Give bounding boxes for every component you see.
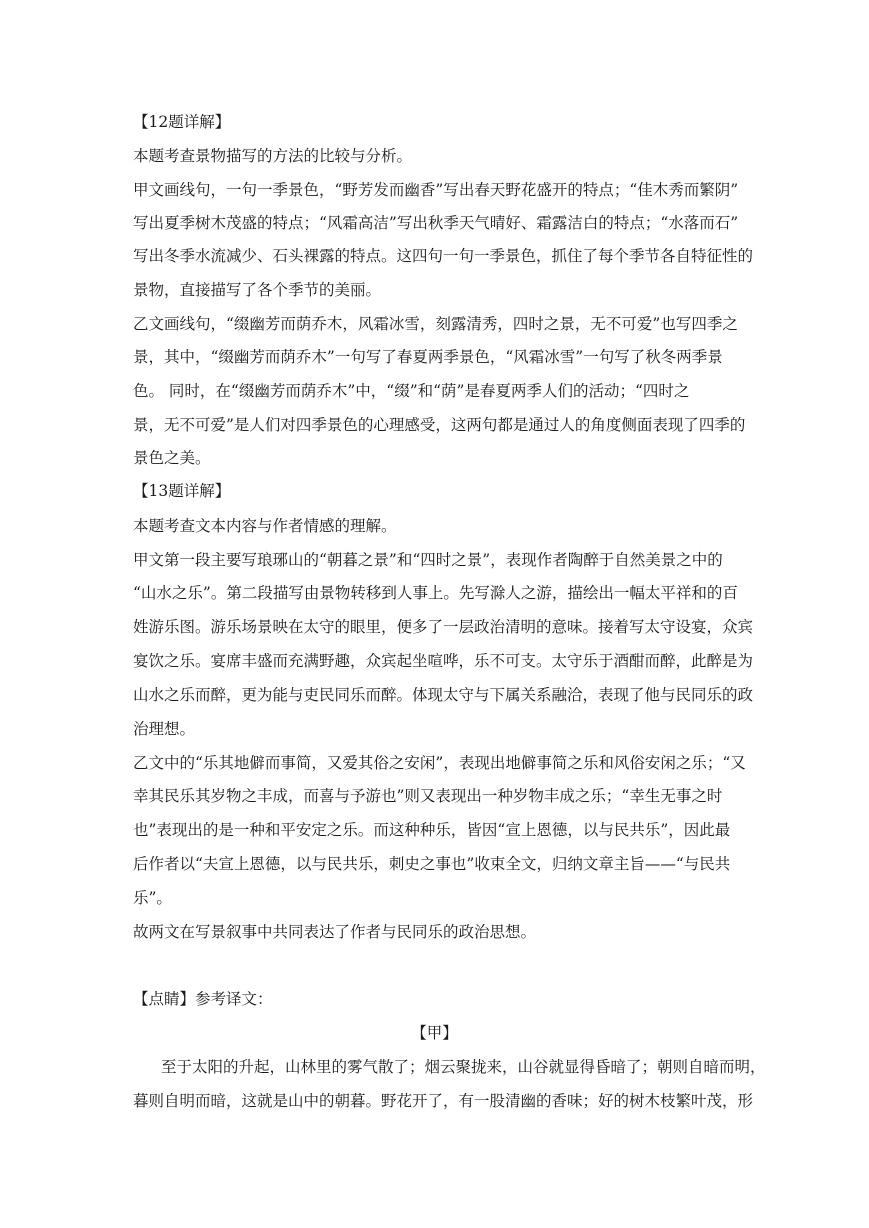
paragraph-line: 乐”。 <box>133 889 172 907</box>
section-heading-q12: 【12题详解】 <box>133 113 231 131</box>
paragraph-line: 治理想。 <box>133 720 196 738</box>
paragraph-line: 写出冬季水流减少、石头裸露的特点。这四句一句一季景色，抓住了每个季节各自特征性的 <box>133 247 754 265</box>
paragraph-line: 宴饮之乐。宴席丰盛而充满野趣，众宾起坐喧哗，乐不可支。太守乐于酒酣而醉，此醉是为 <box>133 652 754 670</box>
paragraph-line: 也”表现出的是一种和平安定之乐。而这种种乐，皆因“宣上恩德，以与民共乐”，因此最 <box>133 821 731 839</box>
section-heading-q13: 【13题详解】 <box>133 482 231 500</box>
paragraph-line: 甲文画线句，一句一季景色，“野芳发而幽香”写出春天野花盛开的特点；“佳木秀而繁阴” <box>133 181 739 199</box>
paragraph-line: 山水之乐而醉，更为能与吏民同乐而醉。体现太守与下属关系融洽，表现了他与民同乐的政 <box>133 686 754 704</box>
paragraph-line: 至于太阳的升起，山林里的雾气散了；烟云聚拢来，山谷就显得昏暗了；朝则自暗而明， <box>161 1058 766 1076</box>
paragraph-line: 景色之美。 <box>133 449 211 467</box>
paragraph-line: 本题考查文本内容与作者情感的理解。 <box>133 517 397 535</box>
paragraph-line: 甲文第一段主要写琅琊山的“朝暮之景”和“四时之景”，表现作者陶醉于自然美景之中的 <box>133 551 723 569</box>
paragraph-line: 乙文中的“乐其地僻而事简，又爱其俗之安闲”，表现出地僻事简之乐和风俗安闲之乐；“又 <box>133 754 746 772</box>
paragraph-line: 景，无不可爱”是人们对四季景色的心理感受，这两句都是通过人的角度侧面表现了四季的 <box>133 416 746 434</box>
paragraph-line: 姓游乐图。游乐场景映在太守的眼里，便多了一层政治清明的意味。接着写太守设宴，众宾 <box>133 618 754 636</box>
paragraph-line: 写出夏季树木茂盛的特点；“风霜高洁”写出秋季天气晴好、霜露洁白的特点；“水落而石” <box>133 214 739 232</box>
paragraph-line: 乙文画线句，“缀幽芳而荫乔木，风霜冰雪，刻露清秀，四时之景，无不可爱”也写四季之 <box>133 315 738 333</box>
paragraph-line: 景，其中，“缀幽芳而荫乔木”一句写了春夏两季景色，“风霜冰雪”一句写了秋冬两季景 <box>133 348 723 366</box>
paragraph-line: 景物，直接描写了各个季节的美丽。 <box>133 281 382 299</box>
paragraph-line: 故两文在写景叙事中共同表达了作者与民同乐的政治思想。 <box>133 923 537 941</box>
paragraph-line: “山水之乐”。第二段描写由景物转移到人事上。先写滁人之游，描绘出一幅太平祥和的百 <box>133 584 738 602</box>
paragraph-line: 暮则自明而暗，这就是山中的朝暮。野花开了，有一股清幽的香味；好的树木枝繁叶茂，形 <box>133 1092 754 1110</box>
paragraph-line: 色。 同时，在“缀幽芳而荫乔木”中，“缀”和“荫”是春夏两季人们的活动；“四时之 <box>133 382 690 400</box>
note-heading: 【点睛】参考译文： <box>133 990 273 1008</box>
translation-heading-jia: 【甲】 <box>411 1024 458 1042</box>
paragraph-line: 幸其民乐其岁物之丰成，而喜与予游也”则又表现出一种岁物丰成之乐；“幸生无事之时 <box>133 787 723 805</box>
paragraph-line: 本题考查景物描写的方法的比较与分析。 <box>133 147 413 165</box>
paragraph-line: 后作者以“夫宣上恩德，以与民共乐，刺史之事也”收束全文，归纳文章主旨——“与民共 <box>133 855 731 873</box>
